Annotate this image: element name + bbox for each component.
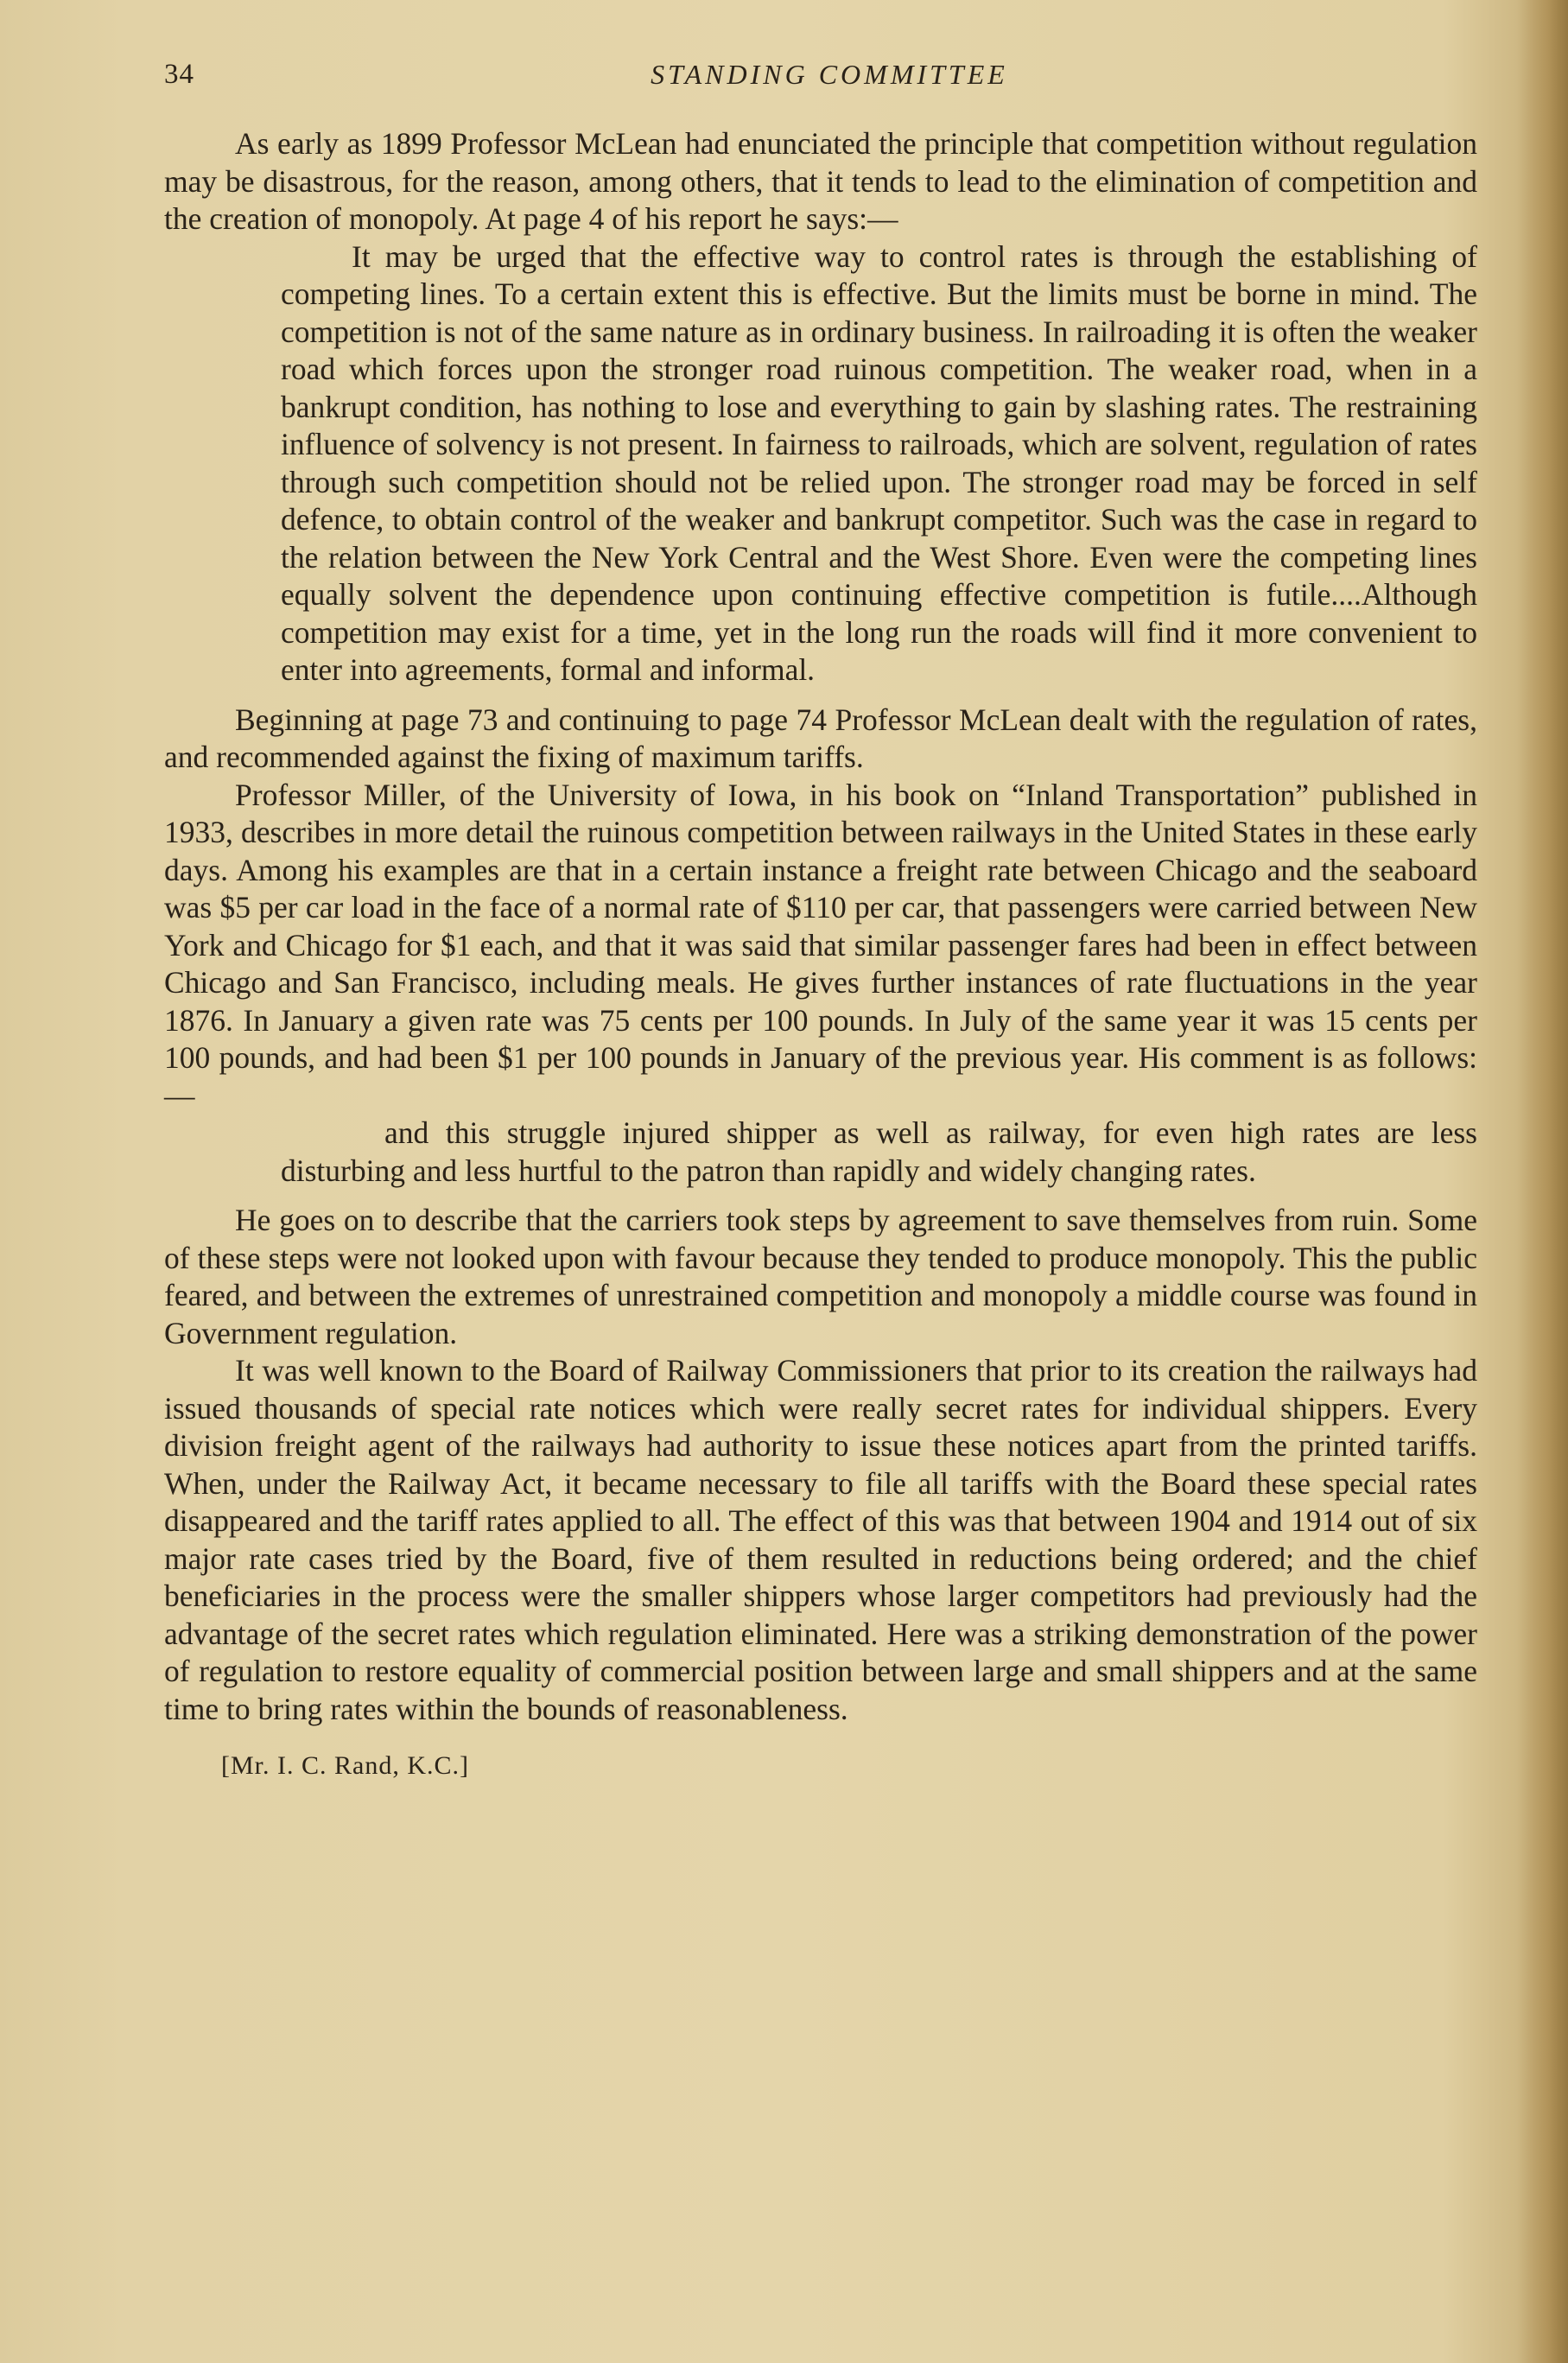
- paragraph-3: Professor Miller, of the University of Iowa, in his book on “Inland Transportation” published in 1933, describes in more detail the ruinous competition between railways in the United States in these early days. Among his examples are that in a certain instance a freight rate between Chicago and the seaboard was $5 per car load in the face of a normal rate of $110 per car, that passengers were carried between New York and Chicago for $1 each, and that it was said that similar passenger fares had been in effect between Chicago and San Francisco, including meals. He gives further instances of rate fluctuations in the year 1876. In January a given rate was 75 cents per 100 pounds. In July of the same year it was 15 cents per 100 pounds, and had been $1 per 100 pounds in January of the previous year. His comment is as follows:—: [164, 777, 1477, 1113]
- paragraph-4: He goes on to describe that the carriers took steps by agreement to save themselves from ruin. Some of these steps were not looked upon with favour because they tended to produce monopoly. This the public feared, and between the extremes of unrestrained competition and monopoly a middle course was found in Government regulation.: [164, 1203, 1477, 1350]
- block-quote-miller: [281, 1115, 1477, 1190]
- quote-text-mclean: It may be urged that the effective way to control rates is through the establishing of competing lines. To a certain extent this is effective. But the limits must be borne in mind. The competition is not of the same nature as in ordinary business. In railroading it is often the weaker road which forces upon the stronger road ruinous competition. The weaker road, when in a bankrupt condition, has nothing to lose and everything to gain by slashing rates. The restraining influence of solvency is not present. In fairness to railroads, which are solvent, regulation of rates through such competition should not be relied upon. The stronger road may be forced in self defence, to obtain control of the weaker and bankrupt competitor. Such was the case in regard to the relation between the New York Central and the West Shore. Even were the competing lines equally solvent the dependence upon continuing effective competition is futile....Although competition may exist for a time, yet in the long run the roads will find it more convenient to enter into agreements, formal and informal.: [281, 238, 1477, 687]
- speaker-attribution: [Mr. I. C. Rand, K.C.]: [221, 1751, 469, 1780]
- paragraph-1: As early as 1899 Professor McLean had enunciated the principle that competition without regulation may be disastrous, for the reason, among others, that it tends to lead to the elimination of competition and the creation of monopoly. At page 4 of his report he says:—: [164, 126, 1477, 236]
- page-edge-shadow: [1516, 0, 1568, 2363]
- paragraph-5: It was well known to the Board of Railway Commissioners that prior to its creation the railways had issued thousands of special rate notices which were really secret rates for individual shippers. Every division freight agent of the railways had authority to issue these notices apart from the printed tariffs. When, under the Railway Act, it became necessary to file all tariffs with the Board these special rates disappeared and the tariff rates applied to all. The effect of this was that between 1904 and 1914 out of six major rate cases tried by the Board, five of them resulted in reductions being ordered; and the chief beneficiaries in the process were the smaller shippers whose larger competitors had previously had the advantage of the secret rates which regulation eliminated. Here was a striking demonstration of the power of regulation to restore equality of commercial position between large and small shippers and at the same time to bring rates within the bounds of reasonableness.: [164, 1353, 1477, 1726]
- block-quote-mclean: [281, 238, 1477, 689]
- quote-text-miller: and this struggle injured shipper as well as railway, for even high rates are less disturbing and less hurtful to the patron than rapidly and widely changing rates.: [281, 1115, 1477, 1188]
- page-header: [164, 59, 1495, 111]
- paragraph-2: Beginning at page 73 and continuing to page 74 Professor McLean dealt with the regulation of rates, and recommended against the fixing of maximum tariffs.: [164, 702, 1477, 774]
- page-body: [164, 125, 1477, 1785]
- page-number: 34: [164, 59, 194, 90]
- running-head: STANDING COMMITTEE: [651, 59, 1008, 90]
